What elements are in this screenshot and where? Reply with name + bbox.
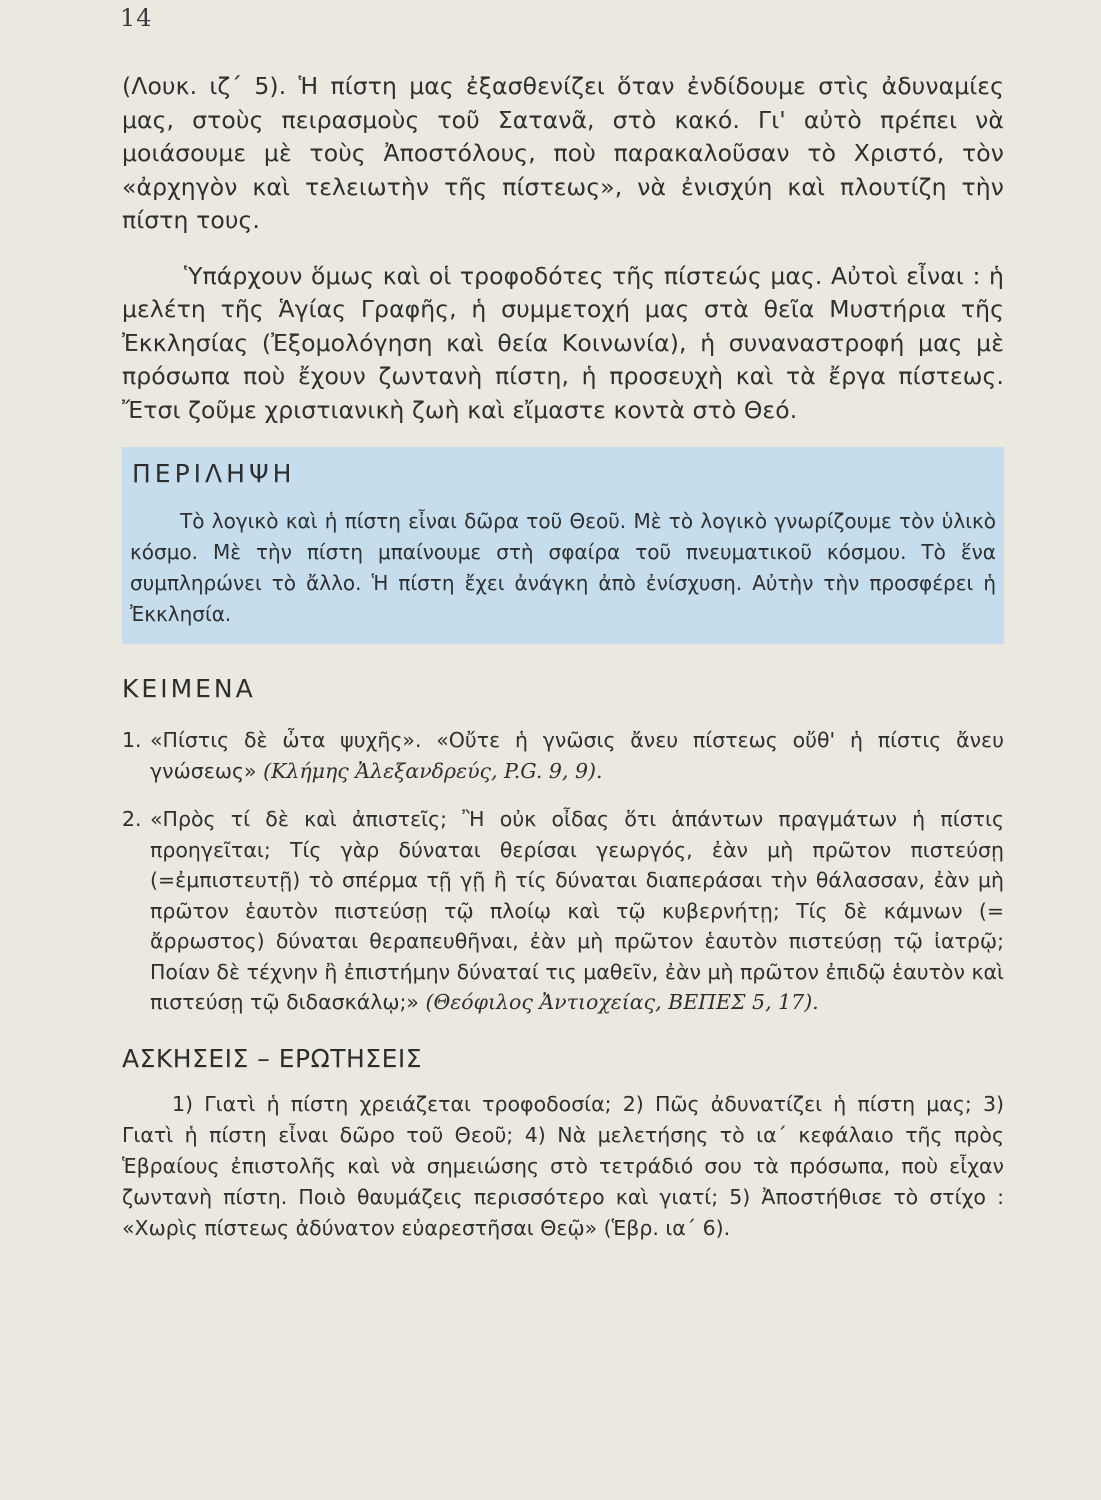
text-item-1 xyxy=(122,725,1004,786)
text-item-citation: (Κλήμης Ἀλεξανδρεύς, P.G. 9, 9). xyxy=(263,758,603,783)
page-content xyxy=(122,70,1004,1244)
text-item-number: 1. xyxy=(122,728,142,752)
text-item-number: 2. xyxy=(122,807,142,831)
page-number: 14 xyxy=(120,4,153,32)
body-paragraph-2: Ὑπάρχουν ὅμως καὶ οἱ τροφοδότες τῆς πίστεώς μας. Αὐτοὶ εἶναι : ἡ μελέτη τῆς Ἁγίας Γραφῆς, ἡ συμμετοχή μας στὰ θεῖα Μυστήρια τῆς Ἐκκλησίας (Ἐξομολόγηση καὶ θεία Κοινωνία), ἡ συναναστροφή μας μὲ πρόσωπα ποὺ ἔχουν ζωντανὴ πίστη, ἡ προσευχὴ καὶ τὰ ἔργα πίστεως. Ἔτσι ζοῦμε χριστιανικὴ ζωὴ καὶ εἴμαστε κοντὰ στὸ Θεό. xyxy=(122,261,1004,424)
texts-heading: ΚΕΙΜΕΝΑ xyxy=(122,674,256,703)
summary-heading: ΠΕΡΙΛΗΨΗ xyxy=(132,459,296,488)
exercises-heading: ΑΣΚΗΣΕΙΣ – ΕΡΩΤΗΣΕΙΣ xyxy=(122,1043,423,1073)
text-item-quote: «Πίστις δὲ ὦτα ψυχῆς». «Οὔτε ἡ γνῶσις ἄνευ πίστεως οὔθ' ἡ πίστις ἄνευ γνώσεως» xyxy=(150,728,1004,783)
text-item-2 xyxy=(122,804,1004,1018)
texts-list xyxy=(122,725,1004,1018)
text-item-quote: «Πρὸς τί δὲ καὶ ἀπιστεῖς; Ἢ οὐκ οἶδας ὅτι ἁπάντων πραγμάτων ἡ πίστις προηγεῖται; Τίς γὰρ δύναται θερίσαι γεωργός, ἐὰν μὴ πρῶτον πιστεύσῃ (=ἐμπιστευτῇ) τὸ σπέρμα τῇ γῇ ἢ τίς δύναται διαπεράσαι τὴν θάλασσαν, ἐὰν μὴ πρῶτον ἑαυτὸν πιστεύσῃ τῷ πλοίῳ καὶ τῷ κυβερνήτῃ; Τίς δὲ κάμνων (= ἄρρωστος) δύναται θεραπευθῆναι, ἐὰν μὴ πρῶτον ἑαυτὸν πιστεύσῃ τῷ ἰατρῷ; Ποίαν δὲ τέχνην ἢ ἐπιστήμην δύναταί τις μαθεῖν, ἐὰν μὴ πρῶτον ἐπιδῷ ἑαυτὸν καὶ πιστεύσῃ τῷ διδασκάλῳ;» xyxy=(150,807,1004,1014)
summary-box xyxy=(122,447,1004,644)
text-item-citation: (Θεόφιλος Ἀντιοχείας, ΒΕΠΕΣ 5, 17). xyxy=(425,990,819,1014)
body-paragraph-1: (Λουκ. ιζ΄ 5). Ἡ πίστη μας ἐξασθενίζει ὅταν ἐνδίδουμε στὶς ἀδυναμίες μας, στοὺς πειρασμοὺς τοῦ Σατανᾶ, στὸ κακό. Γι' αὐτὸ πρέπει νὰ μοιάσουμε μὲ τοὺς Ἀποστόλους, ποὺ παρακαλοῦσαν τὸ Χριστό, τὸν «ἀρχηγὸν καὶ τελειωτὴν τῆς πίστεως», νὰ ἐνισχύη καὶ πλουτίζη τὴν πίστη τους. xyxy=(122,72,1004,234)
exercises-text: 1) Γιατὶ ἡ πίστη χρειάζεται τροφοδοσία; 2) Πῶς ἀδυνατίζει ἡ πίστη μας; 3) Γιατὶ ἡ πίστη εἶναι δῶρο τοῦ Θεοῦ; 4) Νὰ μελετήσης τὸ ια΄ κεφάλαιο τῆς πρὸς Ἑβραίους ἐπιστολῆς καὶ νὰ σημειώσης στὸ τετράδιό σου τὰ πρόσωπα, ποὺ εἶχαν ζωντανὴ πίστη. Ποιὸ θαυμάζεις περισσότερο καὶ γιατί; 5) Ἀποστήθισε τὸ στίχο : «Χωρὶς πίστεως ἀδύνατον εὐαρεστῆσαι Θεῷ» (Ἑβρ. ια΄ 6). xyxy=(122,1091,1004,1240)
summary-text: Τὸ λογικὸ καὶ ἡ πίστη εἶναι δῶρα τοῦ Θεοῦ. Μὲ τὸ λογικὸ γνωρίζουμε τὸν ὑλικὸ κόσμο. Μὲ τὴν πίστη μπαίνουμε στὴ σφαίρα τοῦ πνευματικοῦ κόσμου. Τὸ ἕνα συμπληρώνει τὸ ἄλλο. Ἡ πίστη ἔχει ἀνάγκη ἀπὸ ἐνίσχυση. Αὐτὴν τὴν προσφέρει ἡ Ἐκκλησία. xyxy=(130,509,996,626)
